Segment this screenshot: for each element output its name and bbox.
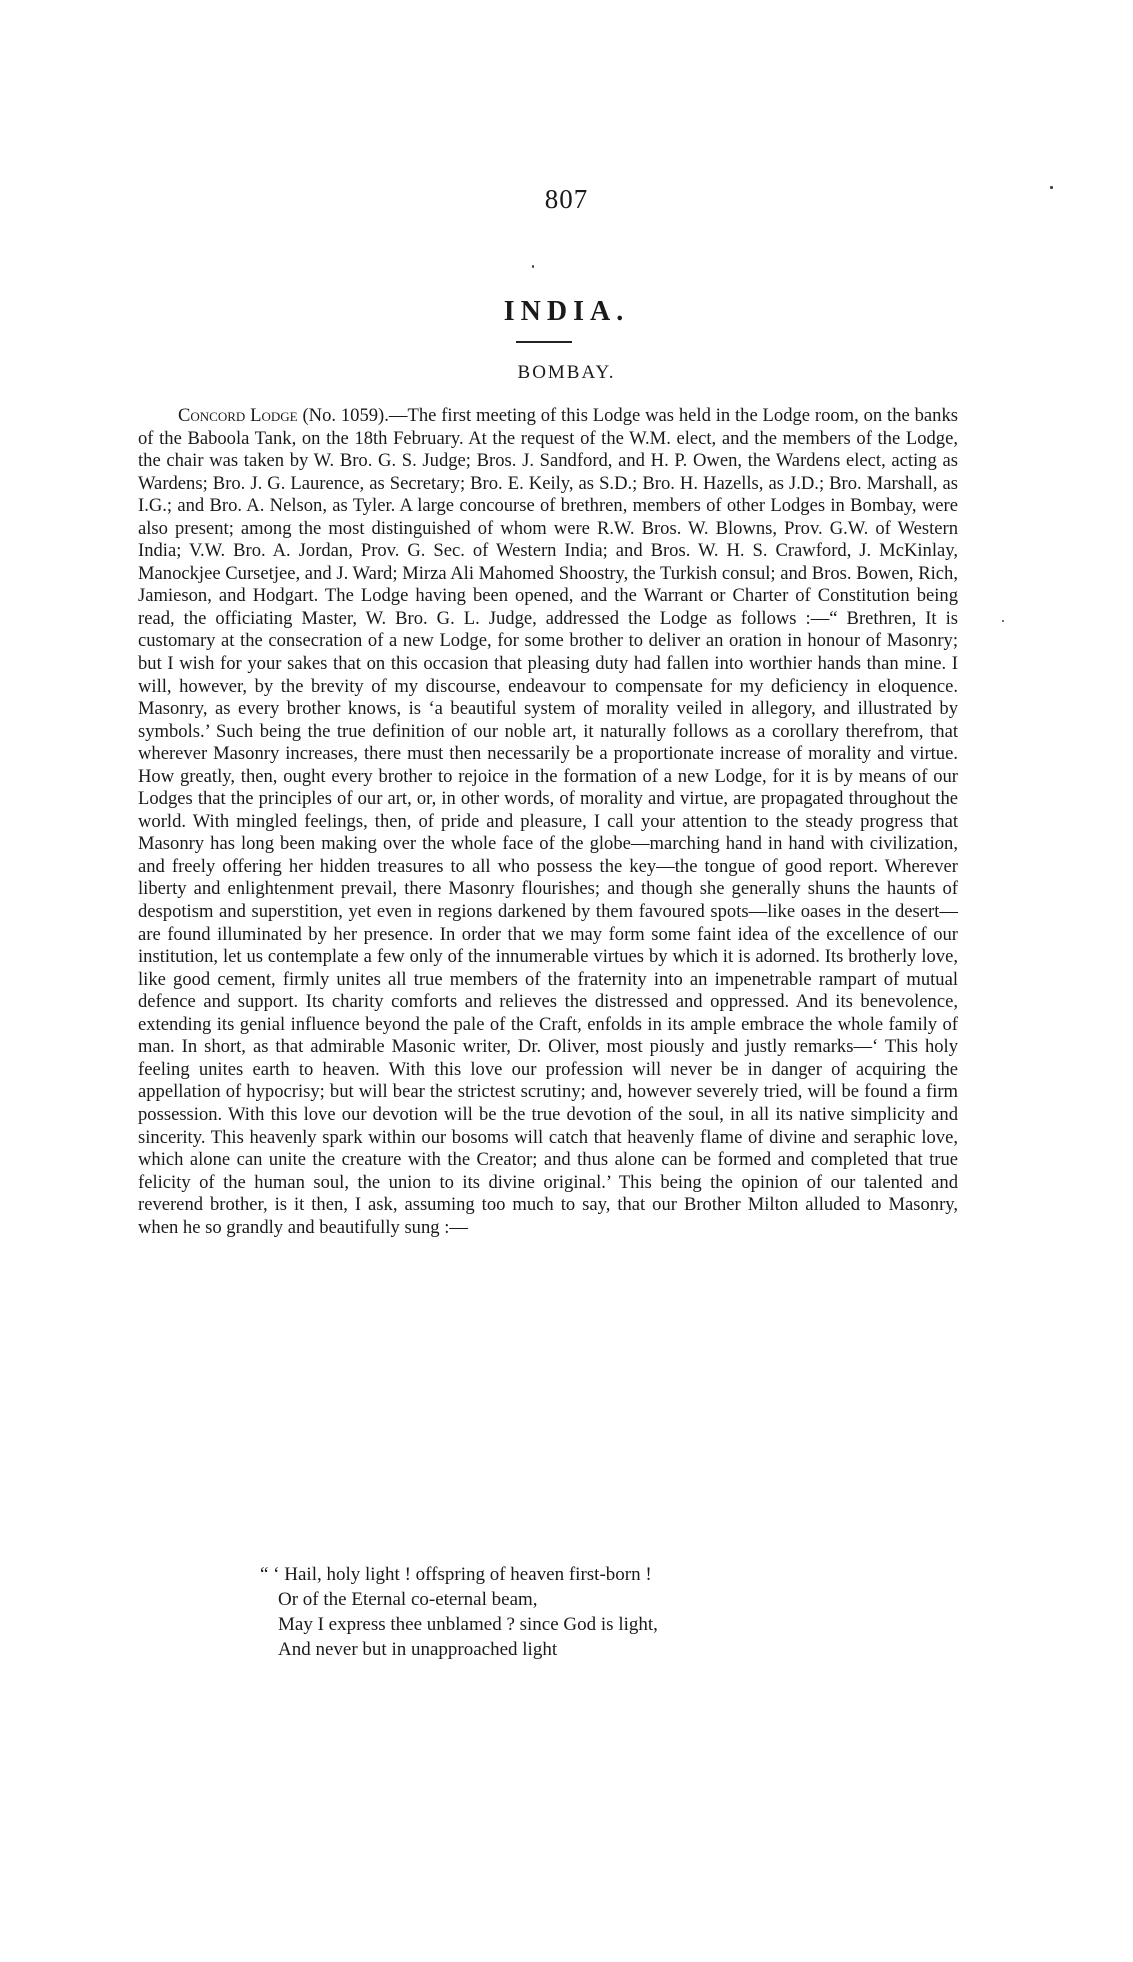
page-number: 807 bbox=[544, 184, 589, 214]
section-title: INDIA. bbox=[503, 296, 630, 327]
article-text: (No. 1059).—The first meeting of this Lodge was held in the Lodge room, on the banks of the Baboola Tank, on the 18th February. At the request of the W.M. elect, and the members of the Lodge, the chair was taken by W. Bro. G. S. Judge; Bros. J. Sandford, and H. P. Owen, the Wardens elect, acting as Wardens; Bro. J. G. Laurence, as Secretary; Bro. E. Keily, as S.D.; Bro. H. Hazells, as J.D.; Bro. Marshall, as I.G.; and Bro. A. Nelson, as Tyler. A large concourse of brethren, members of other Lodges in Bombay, were also present; among the most distinguished of whom were R.W. Bros. W. Blowns, Prov. G.W. of Western India; V.W. Bro. A. Jordan, Prov. G. Sec. of Western India; and Bros. W. H. S. Crawford, J. McKinlay, Manockjee Cursetjee, and J. Ward; Mirza Ali Mahomed Shoostry, the Turkish consul; and Bros. Bowen, Rich, Jamieson, and Hodgart. The Lodge having been opened, and the Warrant or Charter of Constitution being read, the officiating Master, W. Bro. G. L. Judge, addressed the Lodge as follows :—“ Brethren, It is customary at the consecration of a new Lodge, for some brother to deliver an oration in honour of Masonry; but I wish for your sakes that on this occasion that pleasing duty had fallen into worthier hands than mine. I will, however, by the brevity of my discourse, endeavour to compensate for my deficiency in eloquence. Masonry, as every brother knows, is ‘a beautiful system of morality veiled in allegory, and illustrated by symbols.’ Such being the true definition of our noble art, it naturally follows as a corollary therefrom, that wherever Masonry increases, there must then necessarily be a proportionate increase of morality and virtue. How greatly, then, ought every brother to rejoice in the formation of a new Lodge, for it is by means of our Lodges that the principles of our art, or, in other words, of morality and virtue, are propagated throughout the world. With mingled feelings, then, of pride and pleasure, I call your attention to the steady progress that Masonry has long been making over the whole face of the globe—marching hand in hand with civilization, and freely offering her hidden treasures to all who possess the key—the tongue of good report. Wherever liberty and enlightenment prevail, there Masonry flourishes; and though she generally shuns the haunts of despotism and superstition, yet even in regions darkened by them favoured spots—like oases in the desert—are found illuminated by her presence. In order that we may form some faint idea of the excellence of our institution, let us contemplate a few only of the innumerable virtues by which it is adorned. Its brotherly love, like good cement, firmly unites all true members of the fraternity into an impenetrable rampart of mutual defence and support. Its charity comforts and relieves the distressed and oppressed. And its benevolence, extending its genial influence beyond the pale of the Craft, enfolds in its ample embrace the whole family of man. In short, as that admirable Masonic writer, Dr. Oliver, most piously and justly remarks—‘ This holy feeling unites earth to heaven. With this love our profession will never be in danger of acquiring the appellation of hypocrisy; but will bear the strictest scrutiny; and, however severely tried, will be found a firm possession. With this love our devotion will be the true devotion of the soul, in all its native simplicity and sincerity. This heavenly spark within our bosoms will catch that heavenly flame of divine and seraphic love, which alone can unite the creature with the Creator; and thus alone can be formed and completed that true felicity of the human soul, the union to its divine original.’ This being the opinion of our talented and reverend brother, is it then, I ask, assuming too much to say, that our Brother Milton alluded to Masonry, when he so grandly and beautifully sung :— bbox=[138, 405, 958, 1238]
subsection-title: BOMBAY. bbox=[517, 362, 616, 383]
poem-line: Or of the Eternal co-eternal beam, bbox=[278, 1589, 538, 1610]
margin-speck-left bbox=[532, 265, 534, 268]
article-paragraph bbox=[138, 405, 958, 1239]
margin-speck-right bbox=[1050, 186, 1053, 189]
poem-line: And never but in unapproached light bbox=[278, 1639, 558, 1660]
lodge-name: Concord Lodge bbox=[178, 405, 298, 426]
section-title-rule bbox=[516, 341, 572, 343]
poem-line: May I express thee unblamed ? since God is light, bbox=[278, 1614, 658, 1635]
poem-quotation bbox=[260, 1562, 658, 1662]
margin-speck-right-2 bbox=[1002, 620, 1004, 622]
poem-line: “ ‘ Hail, holy light ! offspring of heaven first-born ! bbox=[260, 1564, 652, 1585]
